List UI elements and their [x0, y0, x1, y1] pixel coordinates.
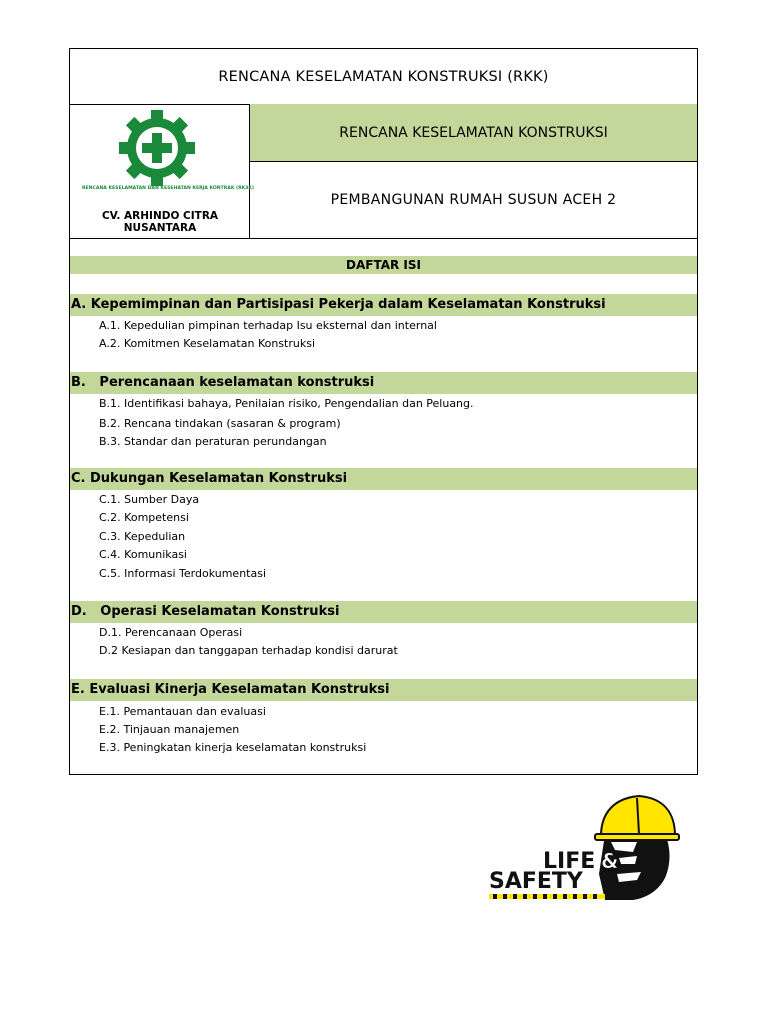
company-line-1: CV. ARHINDO CITRA	[101, 210, 219, 222]
toc-item: D.1. Perencanaan Operasi	[99, 626, 243, 639]
toc-title: DAFTAR ISI	[70, 256, 697, 274]
toc-item: A.2. Komitmen Keselamatan Konstruksi	[99, 337, 316, 350]
life-safety-badge	[487, 794, 681, 904]
section-heading-d: D. Operasi Keselamatan Konstruksi	[70, 601, 697, 623]
toc-item: E.2. Tinjauan manajemen	[99, 723, 240, 736]
hazard-stripe	[489, 894, 605, 899]
header-label: RENCANA KESELAMATAN KONSTRUKSI	[250, 104, 697, 162]
document-title: RENCANA KESELAMATAN KONSTRUKSI (RKK)	[70, 49, 697, 105]
header-block	[70, 104, 697, 239]
toc-item: B.3. Standar dan peraturan perundangan	[99, 435, 327, 448]
helmet-worker-icon	[595, 796, 679, 900]
project-name: PEMBANGUNAN RUMAH SUSUN ACEH 2	[330, 192, 617, 208]
toc-item: D.2 Kesiapan dan tanggapan terhadap kondisi darurat	[99, 644, 398, 657]
logo-caption: RENCANA KESELAMATAN DAN KESEHATAN KERJA KONTRAK (RK3K)	[82, 186, 255, 191]
toc-item: C.2. Kompetensi	[99, 511, 189, 524]
k3-gear-cross-icon	[112, 108, 202, 186]
toc-item: E.1. Pemantauan dan evaluasi	[99, 705, 266, 718]
company-name	[76, 210, 244, 234]
logo-cell	[70, 104, 255, 238]
badge-word-safety: SAFETY	[489, 869, 583, 894]
section-heading-a: A. Kepemimpinan dan Partisipasi Pekerja dalam Keselamatan Konstruksi	[70, 294, 697, 316]
section-heading-c: C. Dukungan Keselamatan Konstruksi	[70, 468, 697, 490]
section-heading-e: E. Evaluasi Kinerja Keselamatan Konstruksi	[70, 679, 697, 701]
toc-item: C.4. Komunikasi	[99, 548, 187, 561]
toc-item: E.3. Peningkatan kinerja keselamatan konstruksi	[99, 741, 367, 754]
toc-item: C.5. Informasi Terdokumentasi	[99, 567, 267, 580]
badge-word-life: LIFE	[543, 849, 596, 874]
toc-item: C.1. Sumber Daya	[99, 493, 200, 506]
rkk-document	[69, 48, 698, 775]
toc-item: A.1. Kepedulian pimpinan terhadap Isu eksternal dan internal	[99, 319, 437, 332]
badge-ampersand: &	[601, 849, 619, 873]
company-line-2: NUSANTARA	[123, 222, 197, 234]
section-heading-b: B. Perencanaan keselamatan konstruksi	[70, 372, 697, 394]
toc-item: B.2. Rencana tindakan (sasaran & program)	[99, 417, 341, 430]
toc-item: B.1. Identifikasi bahaya, Penilaian risiko, Pengendalian dan Peluang.	[99, 397, 474, 410]
toc-item: C.3. Kepedulian	[99, 530, 186, 543]
